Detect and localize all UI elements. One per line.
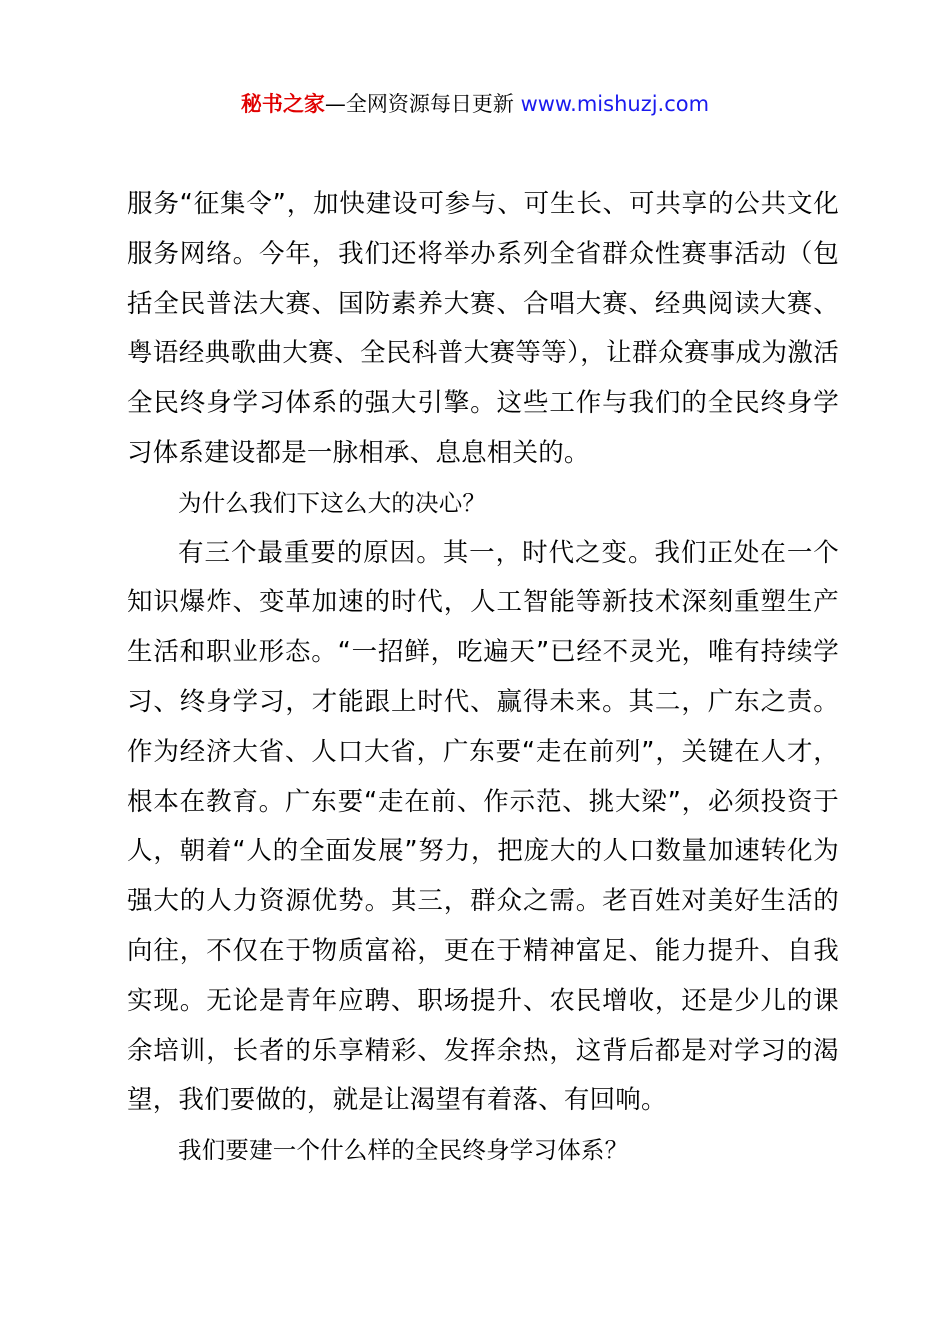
- page-header: [0, 88, 950, 120]
- document-body: [127, 180, 839, 1176]
- site-url-link[interactable]: www.mishuzj.com: [520, 92, 710, 116]
- paragraph-three-reasons: 有三个最重要的原因。其一，时代之变。我们正处在一个知识爆炸、变革加速的时代，人工智能等新技术深刻重塑生产生活和职业形态。“一招鲜，吃遍天”已经不灵光，唯有持续学习、终身学习，才能跟上时代、赢得未来。其二，广东之责。作为经济大省、人口大省，广东要“走在前列”，关键在人才，根本在教育。广东要“走在前、作示范、挑大梁”，必须投资于人，朝着“人的全面发展”努力，把庞大的人口数量加速转化为强大的人力资源优势。其三，群众之需。老百姓对美好生活的向往，不仅在于物质富裕，更在于精神富足、能力提升、自我实现。无论是青年应聘、职场提升、农民增收，还是少儿的课余培训，长者的乐享精彩、发挥余热，这背后都是对学习的渴望，我们要做的，就是让渴望有着落、有回响。: [127, 537, 839, 1116]
- paragraph-continuation: 服务“征集令”，加快建设可参与、可生长、可共享的公共文化服务网络。今年，我们还将举办系列全省群众性赛事活动（包括全民普法大赛、国防素养大赛、合唱大赛、经典阅读大赛、粤语经典歌曲大赛、全民科普大赛等等），让群众赛事成为激活全民终身学习体系的强大引擎。这些工作与我们的全民终身学习体系建设都是一脉相承、息息相关的。: [127, 189, 839, 468]
- paragraph-question-what: 我们要建一个什么样的全民终身学习体系？: [178, 1136, 629, 1165]
- brand-name: 秘书之家: [240, 92, 325, 116]
- header-tagline: —全网资源每日更新: [324, 92, 514, 116]
- paragraph-question-why: 为什么我们下这么大的决心？: [178, 488, 487, 517]
